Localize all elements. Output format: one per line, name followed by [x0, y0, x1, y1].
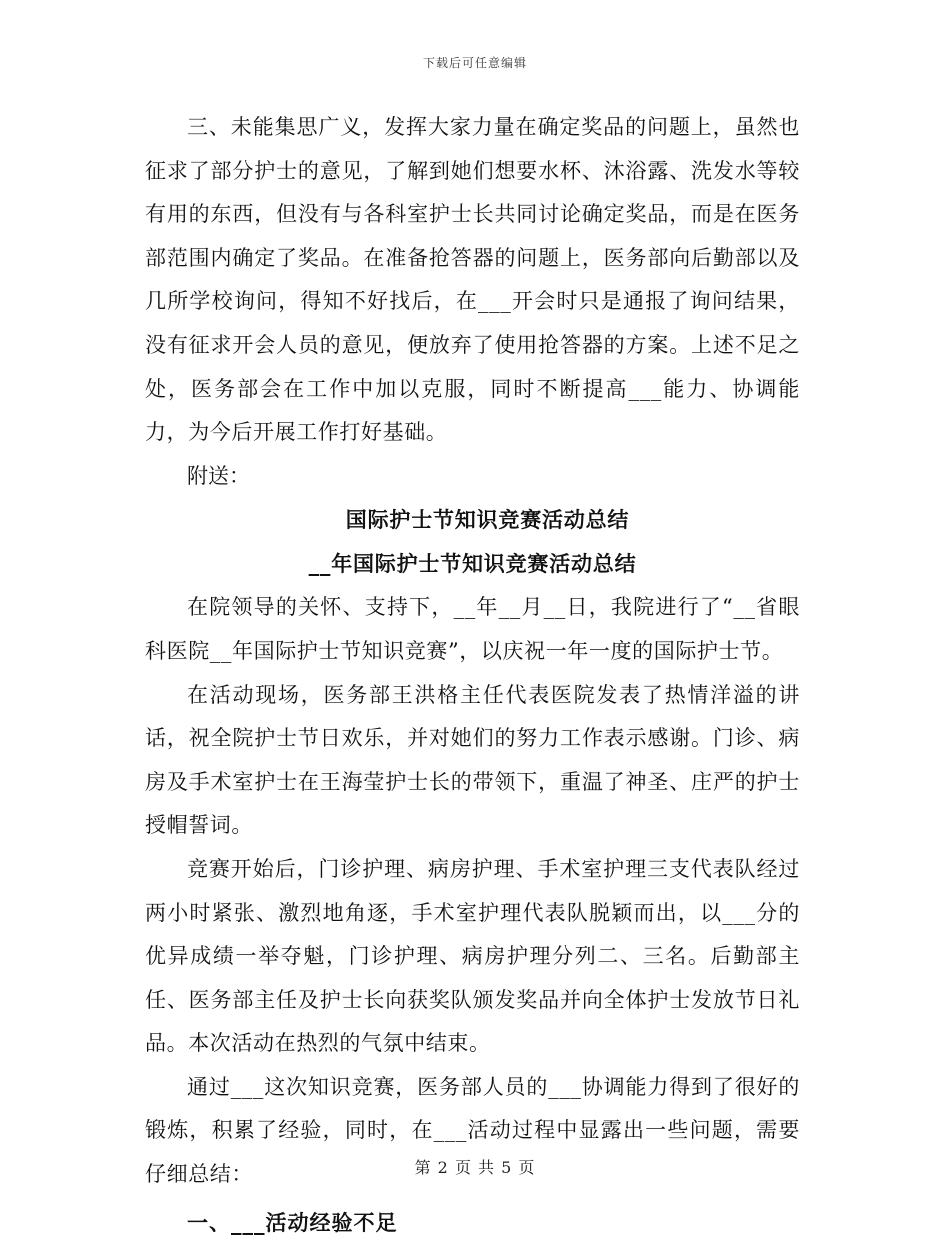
document-title: 国际护士节知识竞赛活动总结 [345, 507, 630, 533]
page-number: 第 2 页 共 5 页 [414, 1158, 536, 1177]
section-heading-1: 一、___活动经验不足 [187, 1209, 398, 1235]
document-body [145, 106, 800, 1244]
paragraph-competition: 竞赛开始后，门诊护理、病房护理、手术室护理三支代表队经过两小时紧张、激烈地角逐，手术室护理代表队脱颖而出，以___分的优异成绩一举夺魁，门诊护理、病房护理分列二、三名。后勤部主任、医务部主任及护士长向获奖队颁发奖品并向全体护士发放节日礼品。本次活动在热烈的气氛中结束。 [145, 856, 800, 1056]
paragraph-summary-lead: 通过___这次知识竞赛，医务部人员的___协调能力得到了很好的锻炼，积累了经验，同时，在___活动过程中显露出一些问题，需要仔细总结： [145, 1074, 800, 1187]
paragraph-intro: 在院领导的关怀、支持下，__年__月__日，我院进行了“__省眼科医院__年国际护士节知识竞赛”，以庆祝一年一度的国际护士节。 [145, 595, 800, 663]
document-subtitle: __年国际护士节知识竞赛活动总结 [308, 551, 637, 577]
appendix-label: 附送： [187, 463, 250, 488]
page-header-note: 下载后可任意编辑 [422, 56, 527, 70]
paragraph-event-scene: 在活动现场，医务部王洪格主任代表医院发表了热情洋溢的讲话，祝全院护士节日欢乐，并对她们的努力工作表示感谢。门诊、病房及手术室护士在王海莹护士长的带领下，重温了神圣、庄严的护士授帽誓词。 [145, 682, 800, 838]
paragraph-shortcomings-3: 三、未能集思广义，发挥大家力量在确定奖品的问题上，虽然也征求了部分护士的意见，了解到她们想要水杯、沐浴露、洗发水等较有用的东西，但没有与各科室护士长共同讨论确定奖品，而是在医务部范围内确定了奖品。在准备抢答器的问题上，医务部向后勤部以及几所学校询问，得知不好找后，在___开会时只是通报了询问结果，没有征求开会人员的意见，便放弃了使用抢答器的方案。上述不足之处，医务部会在工作中加以克服，同时不断提高___能力、协调能力，为今后开展工作打好基础。 [145, 115, 800, 445]
